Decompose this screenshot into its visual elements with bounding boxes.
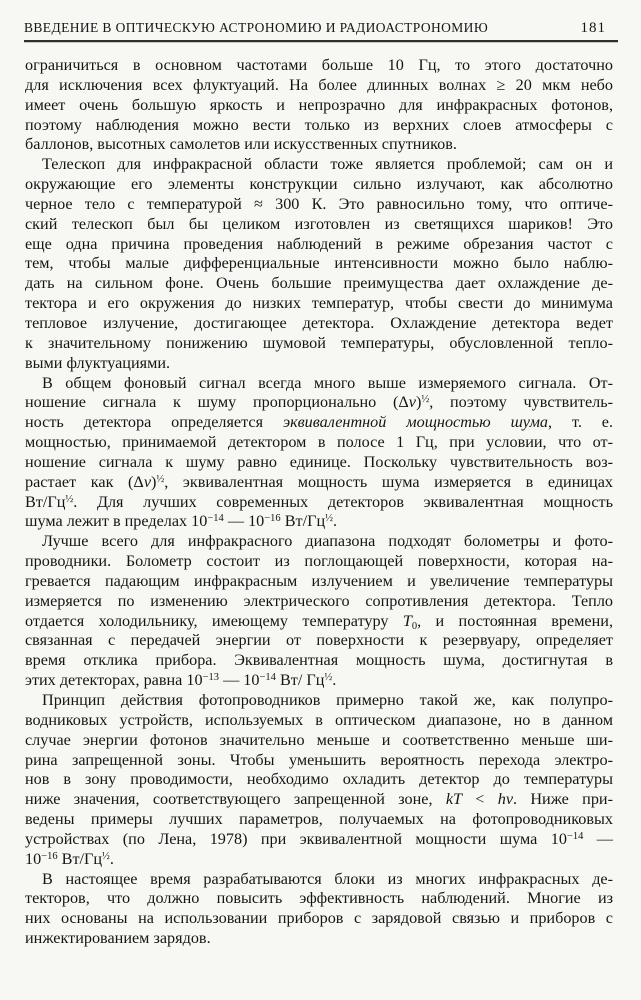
text-line: для исключения всех флуктуаций. На более длинных волнах ≥ 20 мкм небо (25, 75, 613, 94)
text-line: ский телескоп был бы целиком изготовлен из светящихся шариков! Это (25, 214, 613, 233)
text-line: $Вт/Гц^{\frac{1}{2}}$. Для лучших современных детекторов эквивалентная мощность (25, 492, 613, 511)
text-line: ношение сигнала к шуму пропорционально $(\Delta\nu)^{\frac{1}{2}}$, поэтому чувствитель- (25, 393, 613, 412)
text-line: время отклика прибора. Эквивалентная мощность шума, достигнутая в (25, 651, 613, 670)
text-line: инжектированием зарядов. (25, 929, 211, 948)
text-line: мощностью, принимаемой детектором в полосе 1 Гц, при условии, что от- (25, 433, 613, 452)
text-line: дать на сильном фоне. Очень большие преимущества дает охлаждение де- (25, 274, 613, 293)
text-line: тектора и его окружения до низких температур, чтобы свести до минимума (25, 294, 613, 313)
text-line: шума лежит в пределах $10^{-14}$ — $10^{-16}$ $Вт/Гц^{\frac{1}{2}}$. (25, 512, 338, 531)
text-line: Лучше всего для инфракрасного диапазона подходят болометры и фото- (42, 532, 613, 551)
text-line: В настоящее время разрабатываются блоки из многих инфракрасных де- (42, 869, 613, 888)
text-line: Телескоп для инфракрасной области тоже является проблемой; сам он и (42, 155, 613, 174)
text-line: измеряется по изменению электрического сопротивления детектора. Тепло (25, 591, 613, 610)
text-line: выми флуктуациями. (25, 353, 171, 372)
text-line: проводники. Болометр состоит из поглощающей поверхности, которая на- (25, 552, 613, 571)
header-rule (24, 40, 618, 42)
text-line: случае энергии фотонов значительно меньше и соответственно меньше ши- (25, 730, 613, 749)
text-line: них основаны на использовании приборов с зарядовой связью и приборов с (25, 909, 613, 928)
text-line: рина запрещенной зоны. Чтобы уменьшить вероятность перехода электро- (25, 750, 613, 769)
header-title: ВВЕДЕНИЕ В ОПТИЧЕСКУЮ АСТРОНОМИЮ И РАДИОАСТРОНОМИЮ (24, 20, 489, 35)
text-line: водниковых устройств, используемых в оптическом диапазоне, но в данном (25, 710, 613, 729)
text-line: баллонов, высотных самолетов или искусственных спутников. (25, 135, 457, 154)
text-line: окружающие его элементы конструкции сильно излучают, как абсолютно (25, 175, 613, 194)
paragraph (25, 532, 613, 691)
text-line: ограничиться в основном частотами больше 10 Гц, то этого достаточно (25, 56, 613, 74)
text-line: ниже значения, соответствующего запрещенной зоне, kT < hν. Ниже при- (25, 790, 613, 809)
text-line: еще одна причина проведения наблюдений в режиме обрезания частот с (25, 234, 613, 253)
text-line: этих детекторах, равна $10^{-13}$ — $10^{-14}$ Вт/ $Гц^{\frac{1}{2}}$. (25, 671, 337, 690)
text-line: тем, чтобы малые дифференциальные интенсивности можно было наблю- (25, 254, 613, 273)
text-line: текторов, что должно повысить эффективность наблюдений. Многие из (25, 889, 613, 908)
text-line: ведены примеры лучших параметров, получаемых на фотопроводниковых (25, 810, 613, 829)
text-line: имеет очень большую яркость и непрозрачно для инфракрасных фотонов, (25, 95, 613, 114)
running-header (24, 20, 616, 37)
text-line: ность детектора определяется эквивалентной мощностью шума, т. е. (25, 413, 614, 432)
paragraph (25, 374, 613, 533)
page-number: 181 (580, 20, 606, 36)
text-line: тепловое излучение, достигающее детектора. Охлаждение детектора ведет (25, 313, 613, 332)
text-line: отдается холодильнику, имеющему температуру $T_0$, и постоянная времени, (25, 611, 613, 632)
text-line: устройствах (по Лена, 1978) при эквивалентной мощности шума $10^{-14}$ — (25, 829, 613, 848)
paragraph (25, 691, 613, 870)
paragraph (25, 870, 613, 949)
text-line: В общем фоновый сигнал всегда много выше измеряемого сигнала. От- (42, 373, 613, 392)
text-line: Принцип действия фотопроводников примерно такой же, как полупро- (42, 691, 613, 709)
text-line: ношение сигнала к шуму равно единице. Поскольку чувствительность воз- (25, 452, 613, 471)
text-line: $10^{-16}$ $Вт/Гц^{\frac{1}{2}}$. (25, 849, 114, 868)
text-line: черное тело с температурой ≈ 300 К. Это равносильно тому, что оптиче- (25, 194, 613, 213)
text-line: поэтому наблюдения можно вести только из верхних слоев атмосферы с (25, 115, 613, 134)
text-line: гревается падающим инфракрасным излучением и увеличение температуры (25, 571, 613, 590)
text-line: нов в зону проводимости, необходимо охладить детектор до температуры (25, 770, 613, 789)
paragraph (25, 155, 613, 373)
text-line: связанная с передачей энергии от поверхности к резервуару, определяет (25, 631, 613, 650)
text-line: растает как $(\Delta\nu)^{\frac{1}{2}}$, эквивалентная мощность шума измеряется в единицах (25, 472, 613, 491)
paragraph (25, 56, 613, 155)
page-content (25, 56, 613, 949)
text-line: к значительному понижению шумовой температуры, обусловленной тепло- (25, 333, 613, 352)
